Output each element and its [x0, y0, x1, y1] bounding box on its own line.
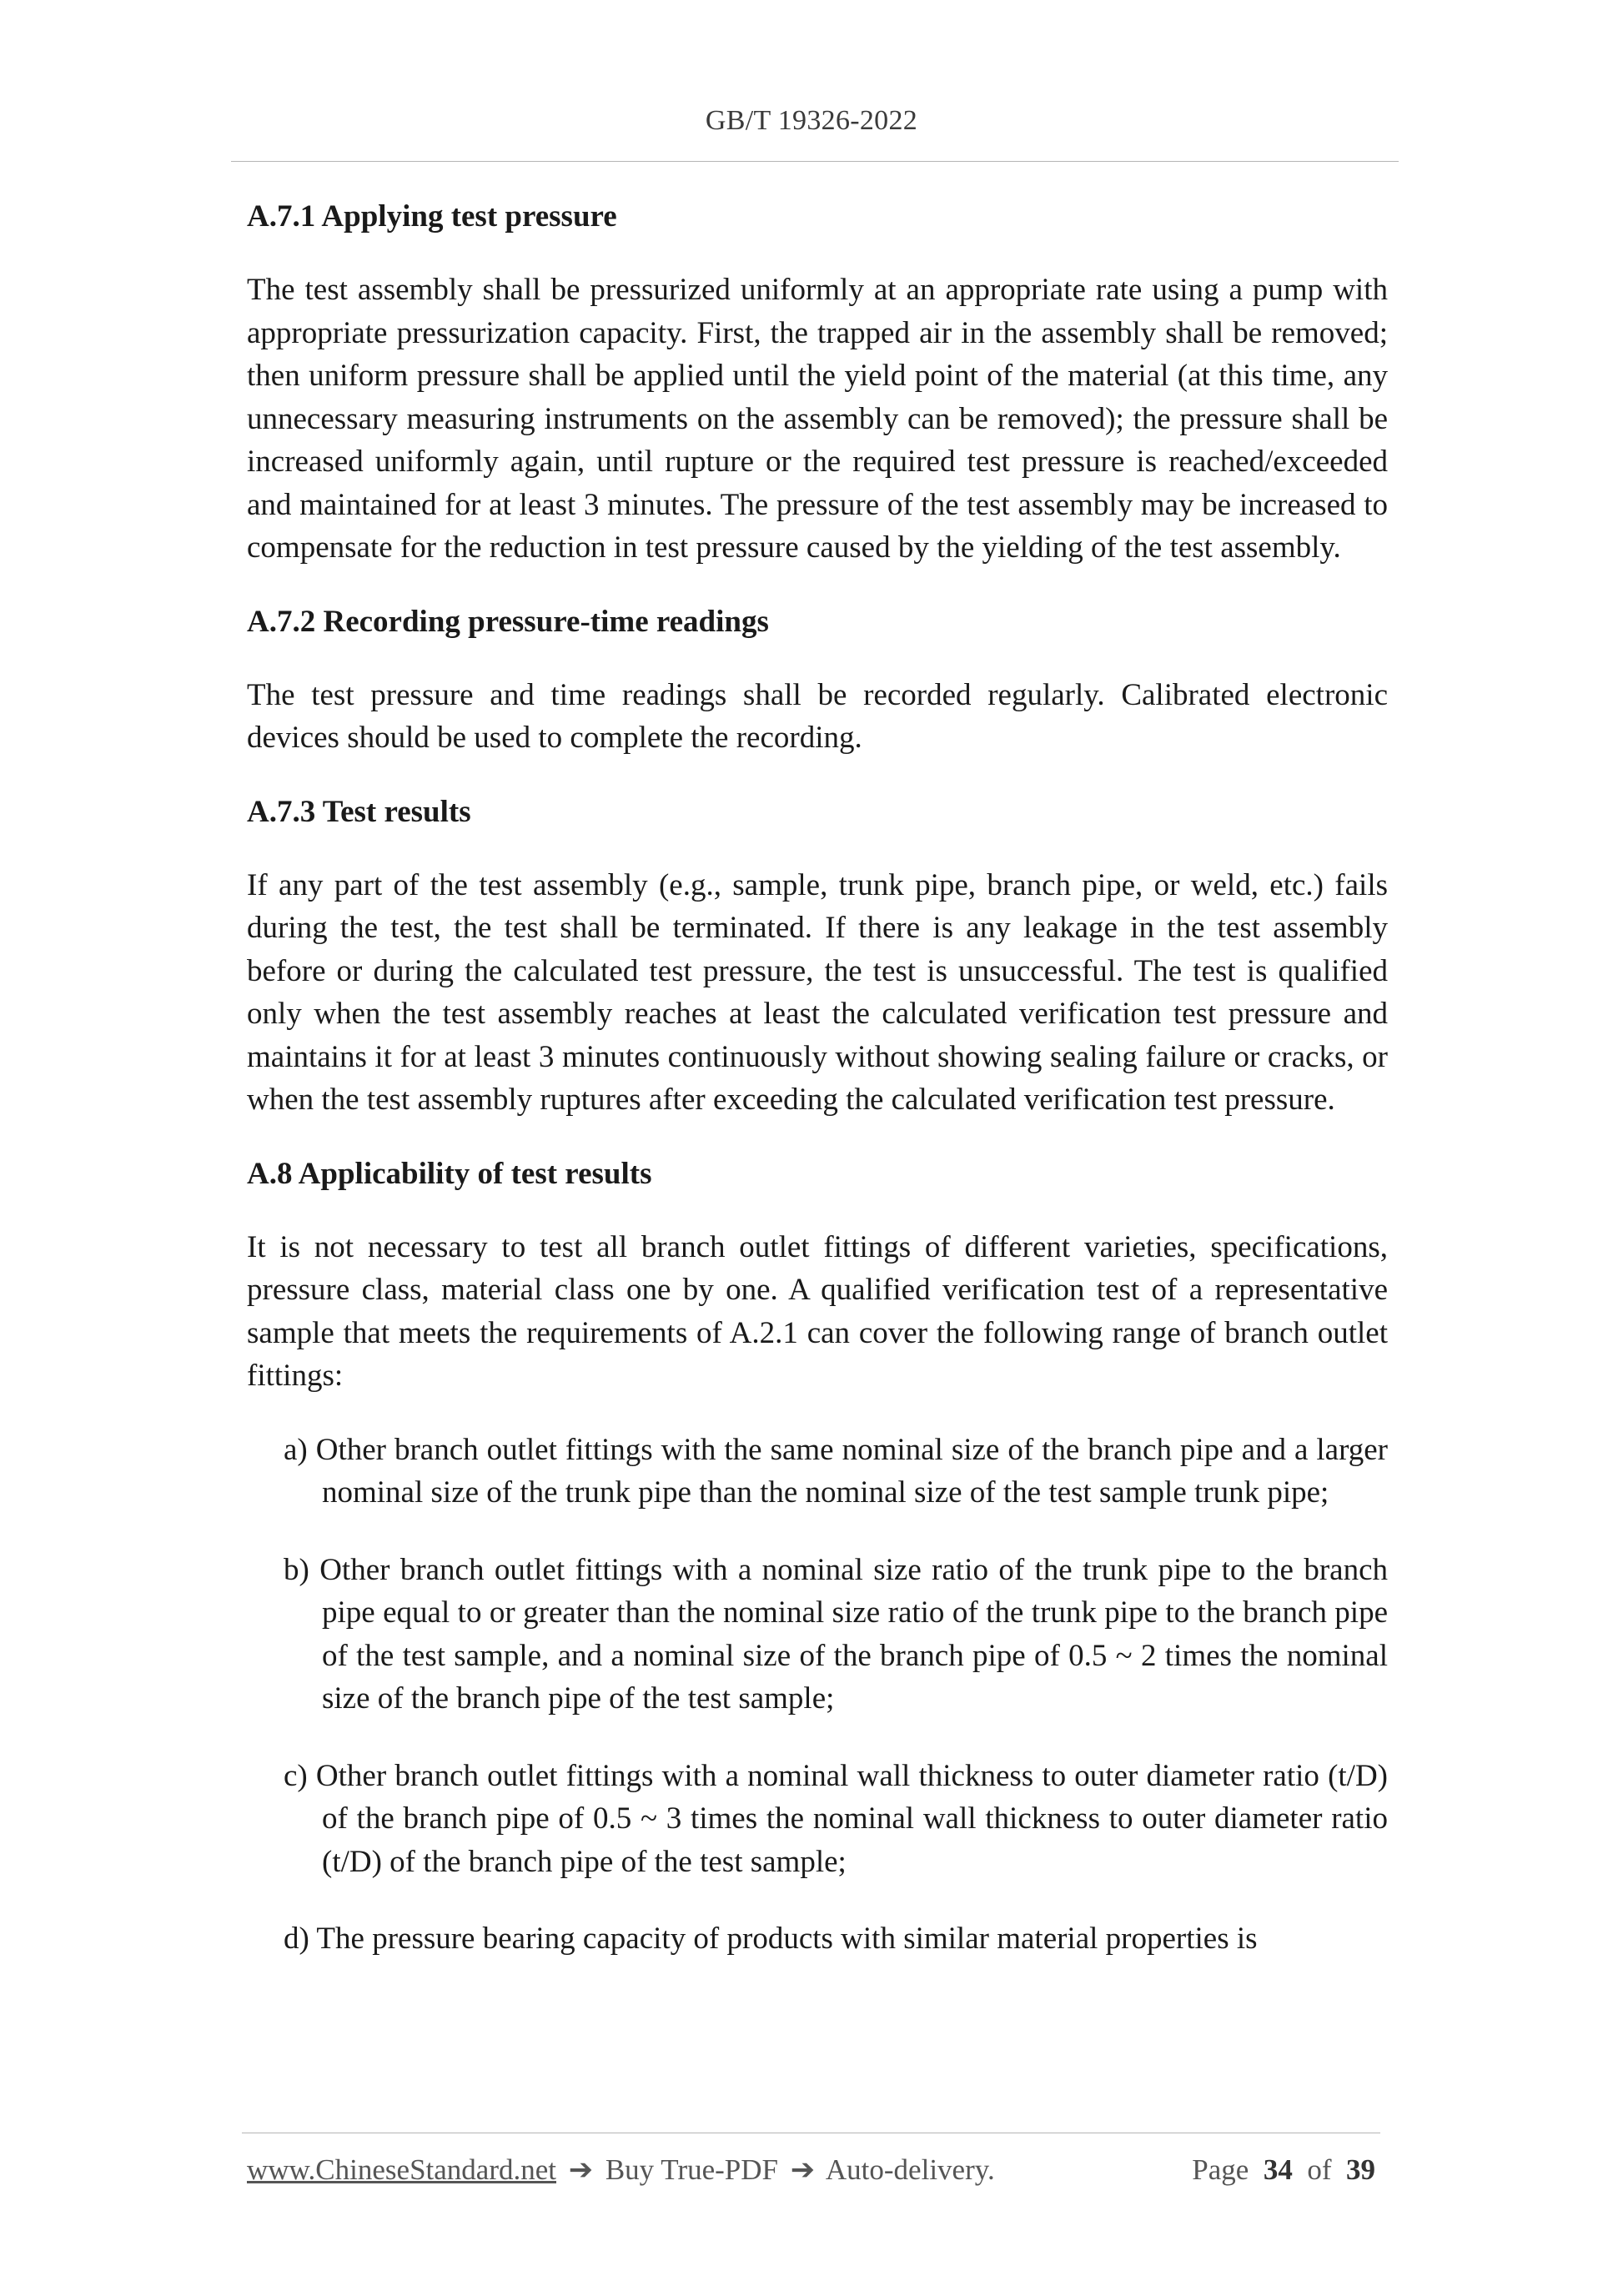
list-item-d	[284, 1917, 1388, 1961]
footer-links	[247, 2153, 995, 2187]
page-current: 34	[1263, 2153, 1293, 2186]
list-marker: a)	[284, 1432, 308, 1467]
section-a71-paragraph: The test assembly shall be pressurized uniformly at an appropriate rate using a pump with appropriate pressurization capacity. First, the trapped air in the assembly shall be removed; then uniform pressure shall be applied until the yield point of the material (at this time, any unnecessary measuring instruments on the assembly can be removed); the pressure shall be increased uniformly again, until rupture or the required test pressure is reached/exceeded and maintained for at least 3 minutes. The pressure of the test assembly may be increased to compensate for the reduction in test pressure caused by the yielding of the test assembly.	[247, 273, 1388, 565]
list-item-text: Other branch outlet fittings with a nominal size ratio of the trunk pipe to the branch pipe equal to or greater than the nominal size ratio of the trunk pipe to the branch pipe of the test sample, and a nominal size of the branch pipe of 0.5 ~ 2 times the nominal size of the branch pipe of the test sample;	[319, 1552, 1389, 1716]
arrow-right-icon: ➔	[790, 2153, 816, 2186]
list-item-text: Other branch outlet fittings with a nominal wall thickness to outer diameter ratio (t/D) of the branch pipe of 0.5 ~ 3 times the nominal wall thickness to outer diameter ratio (t/D) of the branch pipe of the test sample;	[315, 1758, 1388, 1879]
document-header-title: GB/T 19326-2022	[705, 105, 918, 136]
arrow-right-icon: ➔	[568, 2153, 594, 2186]
list-item-text: Other branch outlet fittings with the same nominal size of the branch pipe and a larger nominal size of the trunk pipe than the nominal size of the test sample trunk pipe;	[315, 1432, 1389, 1510]
header-divider	[231, 161, 1399, 162]
page-number	[1192, 2153, 1375, 2187]
page-label: Page	[1192, 2153, 1249, 2186]
page-of-label: of	[1307, 2153, 1332, 2186]
list-marker: c)	[284, 1758, 308, 1793]
list-marker: d)	[284, 1922, 309, 1956]
page-content	[247, 195, 1388, 1961]
section-a72-heading: A.7.2 Recording pressure-time readings	[247, 604, 769, 639]
section-a73-paragraph: If any part of the test assembly (e.g., sample, trunk pipe, branch pipe, or weld, etc.) fails during the test, the test shall be terminated. If there is any leakage in the test assembly before or during the calculated test pressure, the test is unsuccessful. The test is qualified only when the test assembly reaches at least the calculated verification test pressure and maintains it for at least 3 minutes continuously without showing sealing failure or cracks, or when the test assembly ruptures after exceeding the calculated verification test pressure.	[247, 867, 1388, 1117]
auto-delivery-text: Auto-delivery.	[825, 2153, 995, 2186]
section-a8-paragraph: It is not necessary to test all branch outlet fittings of different varieties, specifications, pressure class, material class one by one. A qualified verification test of a representative sample that meets the requirements of A.2.1 can cover the following range of branch outlet fittings:	[247, 1229, 1388, 1393]
buy-true-pdf-text: Buy True-PDF	[605, 2153, 778, 2186]
section-a72-paragraph: The test pressure and time readings shall be recorded regularly. Calibrated electronic devices should be used to complete the recording.	[247, 677, 1388, 755]
list-item-text: The pressure bearing capacity of products with similar material properties is	[316, 1922, 1258, 1956]
list-item-c	[284, 1755, 1388, 1884]
list-marker: b)	[284, 1552, 309, 1587]
website-link[interactable]: www.ChineseStandard.net	[247, 2153, 556, 2186]
list-item-b	[284, 1549, 1388, 1721]
section-a71-heading: A.7.1 Applying test pressure	[247, 199, 617, 234]
list-item-a	[284, 1429, 1388, 1515]
page-total: 39	[1346, 2153, 1375, 2186]
section-a8-heading: A.8 Applicability of test results	[247, 1156, 652, 1191]
section-a73-heading: A.7.3 Test results	[247, 794, 471, 829]
